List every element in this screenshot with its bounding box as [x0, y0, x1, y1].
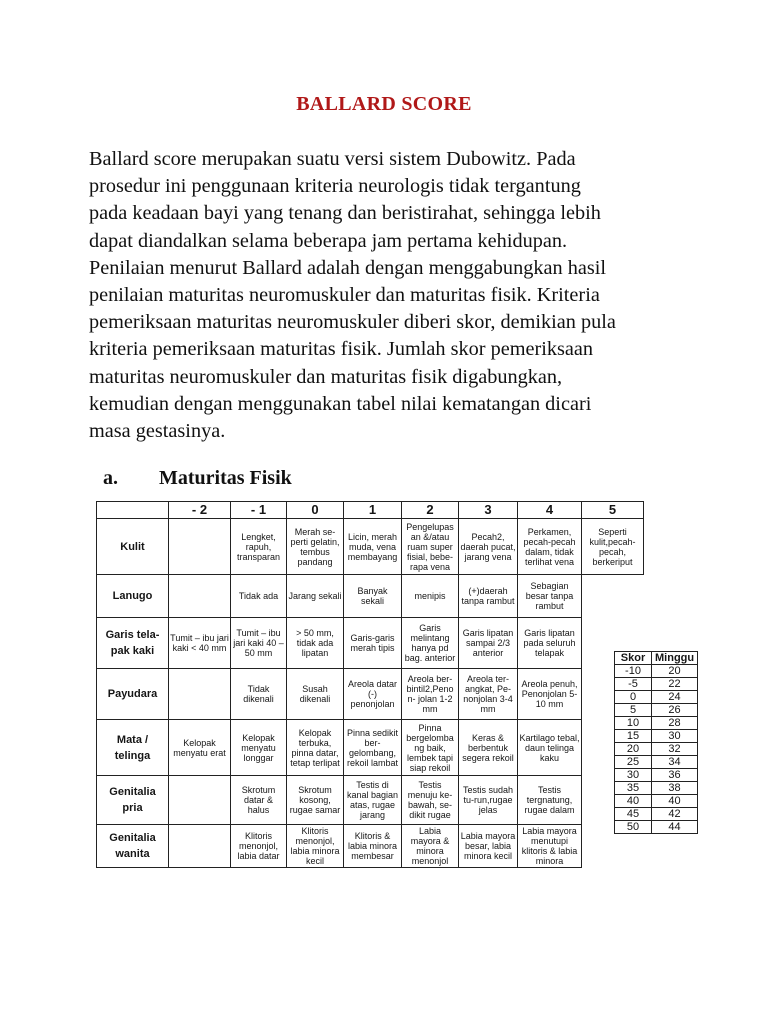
score-cell: -10	[615, 665, 652, 678]
score-cell: 10	[615, 717, 652, 730]
weeks-cell: 22	[652, 678, 698, 691]
table-cell: Klitoris & labia minora membesar	[344, 825, 402, 868]
table-cell: Tidak ada	[231, 575, 287, 618]
score-cell: 45	[615, 808, 652, 821]
table-cell: Garis lipatan pada seluruh telapak	[518, 618, 582, 669]
section-heading: Maturitas Fisik	[159, 467, 292, 489]
table-cell: Klitoris menonjol, labia minora kecil	[287, 825, 344, 868]
paragraph-line: kriteria pemeriksaan maturitas fisik. Jumlah skor pemeriksaan	[89, 338, 594, 361]
weeks-cell: 34	[652, 756, 698, 769]
header-cell: 2	[402, 502, 459, 519]
table-cell: Lengket, rapuh, transparan	[231, 519, 287, 575]
table-row	[97, 720, 644, 776]
table-cell: Kartilago tebal, daun telinga kaku	[518, 720, 582, 776]
score-cell: 15	[615, 730, 652, 743]
paragraph-line: pada keadaan bayi yang tenang dan beristirahat, sehingga lebih	[89, 202, 601, 225]
table-row	[97, 669, 644, 720]
score-row	[615, 808, 698, 821]
score-cell: 30	[615, 769, 652, 782]
header-cell: 5	[582, 502, 644, 519]
row-label: Payudara	[97, 669, 169, 720]
score-row	[615, 795, 698, 808]
header-cell: 4	[518, 502, 582, 519]
score-table	[614, 651, 698, 834]
header-cell: 3	[459, 502, 518, 519]
weeks-cell: 38	[652, 782, 698, 795]
table-cell: Pecah2, daerah pucat, jarang vena	[459, 519, 518, 575]
table-cell: Garis melintang hanya pd bag. anterior	[402, 618, 459, 669]
score-row	[615, 821, 698, 834]
table-cell: Tumit – ibu jari kaki 40 –50 mm	[231, 618, 287, 669]
table-cell: Skrotum datar & halus	[231, 776, 287, 825]
weeks-cell: 26	[652, 704, 698, 717]
table-cell: Testis sudah tu-run,rugae jelas	[459, 776, 518, 825]
section-letter: a.	[103, 467, 118, 489]
table-cell: Testis di kanal bagian atas, rugae jarang	[344, 776, 402, 825]
table-cell: Merah se-perti gelatin, tembus pandang	[287, 519, 344, 575]
empty-cell	[582, 575, 644, 618]
table-cell: Areola ber-bintil2,Peno n- jolan 1-2 mm	[402, 669, 459, 720]
table-cell: Pinna bergelomba ng baik, lembek tapi siap rekoil	[402, 720, 459, 776]
table-cell: Kelopak terbuka, pinna datar, tetap terlipat	[287, 720, 344, 776]
table-cell	[169, 776, 231, 825]
table-cell: Pengelupas an &/atau ruam super fisial, bebe-rapa vena	[402, 519, 459, 575]
header-cell	[97, 502, 169, 519]
score-row	[615, 782, 698, 795]
table-cell: Areola penuh, Penonjolan 5- 10 mm	[518, 669, 582, 720]
weeks-cell: 42	[652, 808, 698, 821]
score-cell: 25	[615, 756, 652, 769]
table-cell: Skrotum kosong, rugae samar	[287, 776, 344, 825]
score-cell: -5	[615, 678, 652, 691]
table-cell: (+)daerah tanpa rambut	[459, 575, 518, 618]
score-header-row	[615, 652, 698, 665]
table-cell: Areola ter-angkat, Pe-nonjolan 3-4 mm	[459, 669, 518, 720]
table-cell: Pinna sedikit ber-gelombang, rekoil lambat	[344, 720, 402, 776]
header-cell: Skor	[615, 652, 652, 665]
paragraph-line: Ballard score merupakan suatu versi sistem Dubowitz. Pada	[89, 148, 576, 170]
score-row	[615, 769, 698, 782]
intro-paragraph	[89, 146, 689, 445]
paragraph-line: Penilaian menurut Ballard adalah dengan menggabungkan hasil	[89, 256, 607, 279]
table-cell: Klitoris menonjol, labia datar	[231, 825, 287, 868]
table-cell: Labia mayora & minora menonjol	[402, 825, 459, 868]
page-title: BALLARD SCORE	[296, 93, 472, 115]
table-cell: Banyak sekali	[344, 575, 402, 618]
table-cell: Testis menuju ke-bawah, se-dikit rugae	[402, 776, 459, 825]
table-cell: Garis lipatan sampai 2/3 anterior	[459, 618, 518, 669]
table-cell: Testis tergnatung, rugae dalam	[518, 776, 582, 825]
score-row	[615, 665, 698, 678]
score-cell: 5	[615, 704, 652, 717]
weeks-cell: 40	[652, 795, 698, 808]
table-cell: Labia mayora menutupi klitoris & labia minora	[518, 825, 582, 868]
weeks-cell: 20	[652, 665, 698, 678]
header-cell: 0	[287, 502, 344, 519]
weeks-cell: 28	[652, 717, 698, 730]
paragraph-line: pemeriksaan maturitas neuromuskuler diberi skor, demikian pula	[89, 311, 616, 334]
paragraph-line: maturitas neuromuskuler dan maturitas fisik digabungkan,	[89, 365, 563, 388]
score-cell: 35	[615, 782, 652, 795]
row-label: Genitalia wanita	[97, 825, 169, 868]
row-label: Garis tela-pak kaki	[97, 618, 169, 669]
table-cell: Susah dikenali	[287, 669, 344, 720]
paragraph-line: dapat diandalkan selama beberapa jam pertama kehidupan.	[89, 229, 568, 252]
paragraph-line: penilaian maturitas neuromuskuler dan maturitas fisik. Kriteria	[89, 284, 600, 307]
table-cell: > 50 mm, tidak ada lipatan	[287, 618, 344, 669]
table-cell: menipis	[402, 575, 459, 618]
score-row	[615, 691, 698, 704]
weeks-cell: 44	[652, 821, 698, 834]
row-label: Genitalia pria	[97, 776, 169, 825]
table-row	[97, 519, 644, 575]
table-cell: Garis-garis merah tipis	[344, 618, 402, 669]
table-cell: Tumit – ibu jari kaki < 40 mm	[169, 618, 231, 669]
row-label: Mata / telinga	[97, 720, 169, 776]
table-cell: Kelopak menyatu longgar	[231, 720, 287, 776]
paragraph-line: masa gestasinya.	[89, 420, 226, 443]
table-cell: Labia mayora besar, labia minora kecil	[459, 825, 518, 868]
table-cell: Keras & berbentuk segera rekoil	[459, 720, 518, 776]
ballard-table	[96, 501, 644, 868]
header-cell: 1	[344, 502, 402, 519]
row-label: Lanugo	[97, 575, 169, 618]
table-cell: Seperti kulit,pecah-pecah, berkeriput	[582, 519, 644, 575]
weeks-cell: 30	[652, 730, 698, 743]
table-cell: Tidak dikenali	[231, 669, 287, 720]
table-cell	[169, 575, 231, 618]
score-cell: 40	[615, 795, 652, 808]
table-cell: Perkamen, pecah-pecah dalam, tidak terlihat vena	[518, 519, 582, 575]
score-row	[615, 717, 698, 730]
table-cell: Licin, merah muda, vena membayang	[344, 519, 402, 575]
table-cell: Jarang sekali	[287, 575, 344, 618]
table-cell	[169, 519, 231, 575]
table-cell: Kelopak menyatu erat	[169, 720, 231, 776]
weeks-cell: 32	[652, 743, 698, 756]
score-row	[615, 678, 698, 691]
table-cell	[169, 825, 231, 868]
header-cell: - 2	[169, 502, 231, 519]
table-header-row	[97, 502, 644, 519]
table-row	[97, 575, 644, 618]
score-row	[615, 730, 698, 743]
header-cell: Minggu	[652, 652, 698, 665]
score-row	[615, 743, 698, 756]
table-cell	[169, 669, 231, 720]
paragraph-line: prosedur ini penggunaan kriteria neurologis tidak tergantung	[89, 175, 581, 198]
score-cell: 50	[615, 821, 652, 834]
table-cell: Sebagian besar tanpa rambut	[518, 575, 582, 618]
paragraph-line: kemudian dengan menggunakan tabel nilai kematangan dicari	[89, 392, 592, 415]
table-cell: Areola datar (-) penonjolan	[344, 669, 402, 720]
table-row	[97, 825, 644, 868]
header-cell: - 1	[231, 502, 287, 519]
score-cell: 20	[615, 743, 652, 756]
weeks-cell: 24	[652, 691, 698, 704]
score-row	[615, 704, 698, 717]
score-row	[615, 756, 698, 769]
weeks-cell: 36	[652, 769, 698, 782]
table-row	[97, 618, 644, 669]
table-row	[97, 776, 644, 825]
score-cell: 0	[615, 691, 652, 704]
row-label: Kulit	[97, 519, 169, 575]
